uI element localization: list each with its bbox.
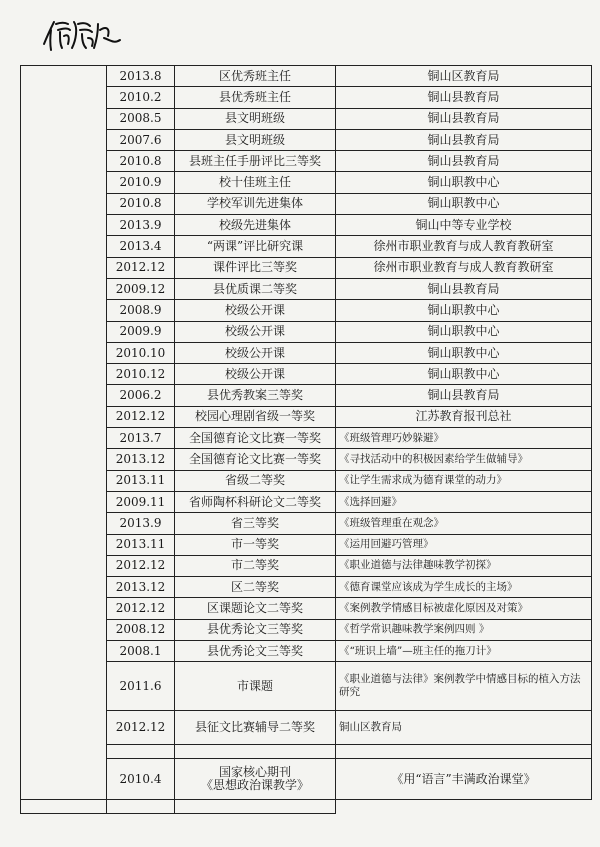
source-cell: 徐州市职业教育与成人教育教研室 [336,257,592,278]
award-cell: 校级公开课 [175,342,336,363]
award-line: 国家核心期刊 [218,765,291,780]
date-cell: 2010.2 [107,87,175,108]
date-cell: 2008.5 [107,108,175,129]
table-row [21,598,592,619]
table-row [21,108,592,129]
table-row [21,87,592,108]
date-cell: 2010.12 [107,364,175,385]
empty-cell [175,800,336,814]
source-cell: 《运用回避巧管理》 [336,534,592,555]
table-row [21,129,592,150]
award-cell: 区二等奖 [175,577,336,598]
source-cell: 铜山县教育局 [336,129,592,150]
table-row [21,278,592,299]
award-cell: 省级二等奖 [175,470,336,491]
date-cell: 2012.12 [107,711,175,745]
source-cell: 铜山县教育局 [336,87,592,108]
table-row [21,470,592,491]
source-cell: 《让学生需求成为德育课堂的动力》 [336,470,592,491]
award-cell: 学校军训先进集体 [175,193,336,214]
source-cell: 铜山职教中心 [336,193,592,214]
source-cell: 铜山职教中心 [336,321,592,342]
date-cell: 2013.9 [107,215,175,236]
award-cell: 校级公开课 [175,364,336,385]
award-cell [175,759,336,800]
date-cell: 2012.12 [107,406,175,427]
table-row [21,364,592,385]
empty-cell [107,800,175,814]
date-cell: 2012.12 [107,598,175,619]
date-cell: 2012.12 [107,555,175,576]
empty-cell [175,745,336,759]
award-cell: “两课”评比研究课 [175,236,336,257]
source-cell: 《用“语言”丰满政治课堂》 [336,759,592,800]
handwritten-signature [38,14,128,54]
table-row [21,300,592,321]
table-row [21,711,592,745]
table-row [21,555,592,576]
source-cell: 铜山职教中心 [336,342,592,363]
award-cell: 省三等奖 [175,513,336,534]
source-cell: 铜山县教育局 [336,278,592,299]
source-cell: 《职业道德与法律趣味教学初探》 [336,555,592,576]
date-cell: 2011.6 [107,662,175,711]
table-row [21,342,592,363]
table-row [21,193,592,214]
source-cell: 《寻找活动中的积极因素给学生做辅导》 [336,449,592,470]
award-cell: 区课题论文二等奖 [175,598,336,619]
source-cell: 《职业道德与法律》案例教学中情感目标的植入方法研究 [336,662,592,711]
date-cell: 2013.4 [107,236,175,257]
table-row [21,449,592,470]
source-cell: 铜山职教中心 [336,172,592,193]
award-cell: 县征文比赛辅导二等奖 [175,711,336,745]
empty-cell [107,745,175,759]
empty-row [21,800,592,814]
award-cell: 省师陶杯科研论文二等奖 [175,491,336,512]
table-row [21,66,592,87]
source-cell: 铜山区教育局 [336,66,592,87]
source-cell: 铜山中等专业学校 [336,215,592,236]
date-cell: 2010.8 [107,193,175,214]
table-row [21,577,592,598]
table-row [21,641,592,662]
side-column-cell [21,66,107,800]
empty-cell [21,800,107,814]
award-cell: 市二等奖 [175,555,336,576]
source-cell: 铜山职教中心 [336,300,592,321]
source-cell: 徐州市职业教育与成人教育教研室 [336,236,592,257]
date-cell: 2013.9 [107,513,175,534]
date-cell: 2013.12 [107,449,175,470]
source-cell: 江苏教育报刊总社 [336,406,592,427]
table-row [21,385,592,406]
award-cell: 县文明班级 [175,129,336,150]
table-row [21,759,592,800]
date-cell: 2007.6 [107,129,175,150]
source-cell: 《班级管理重在观念》 [336,513,592,534]
table-row [21,151,592,172]
date-cell: 2013.11 [107,470,175,491]
date-cell: 2012.12 [107,257,175,278]
table-row [21,236,592,257]
table-row [21,406,592,427]
award-cell: 市课题 [175,662,336,711]
table-row [21,172,592,193]
source-cell: 《德育课堂应该成为学生成长的主场》 [336,577,592,598]
date-cell: 2010.9 [107,172,175,193]
date-cell: 2013.7 [107,428,175,449]
source-cell: 铜山区教育局 [336,711,592,745]
award-cell: 县优秀论文三等奖 [175,641,336,662]
source-cell: 铜山县教育局 [336,151,592,172]
table-row [21,619,592,640]
empty-cell [336,745,592,759]
award-cell: 校级公开课 [175,321,336,342]
source-cell: 铜山县教育局 [336,385,592,406]
awards-table [20,65,592,814]
award-cell: 校级公开课 [175,300,336,321]
date-cell: 2013.8 [107,66,175,87]
date-cell: 2008.1 [107,641,175,662]
table-row [21,491,592,512]
award-cell: 县文明班级 [175,108,336,129]
award-cell: 全国德育论文比赛一等奖 [175,428,336,449]
award-cell: 课件评比三等奖 [175,257,336,278]
award-cell: 县班主任手册评比三等奖 [175,151,336,172]
table-row [21,662,592,711]
award-cell: 县优质课二等奖 [175,278,336,299]
award-cell: 县优秀班主任 [175,87,336,108]
date-cell: 2013.11 [107,534,175,555]
date-cell: 2009.9 [107,321,175,342]
source-cell: 《案例教学情感目标被虚化原因及对策》 [336,598,592,619]
award-cell: 市一等奖 [175,534,336,555]
table-row [21,534,592,555]
empty-row [21,745,592,759]
award-cell: 县优秀论文三等奖 [175,619,336,640]
award-cell: 校十佳班主任 [175,172,336,193]
date-cell: 2009.12 [107,278,175,299]
date-cell: 2010.8 [107,151,175,172]
award-cell: 县优秀教案三等奖 [175,385,336,406]
date-cell: 2006.2 [107,385,175,406]
source-cell: 《“班识上墙”—班主任的拖刀计》 [336,641,592,662]
date-cell: 2010.10 [107,342,175,363]
source-cell: 《选择回避》 [336,491,592,512]
award-cell: 全国德育论文比赛一等奖 [175,449,336,470]
table-row [21,257,592,278]
date-cell: 2008.12 [107,619,175,640]
award-cell: 校级先进集体 [175,215,336,236]
date-cell: 2009.11 [107,491,175,512]
award-line: 《思想政治课教学》 [200,778,309,793]
date-cell: 2010.4 [107,759,175,800]
source-cell: 《班级管理巧妙躲避》 [336,428,592,449]
award-cell: 区优秀班主任 [175,66,336,87]
source-cell: 铜山县教育局 [336,108,592,129]
award-cell: 校园心理剧省级一等奖 [175,406,336,427]
table-row [21,321,592,342]
table-row [21,215,592,236]
date-cell: 2013.12 [107,577,175,598]
source-cell: 《哲学常识趣味教学案例四则 》 [336,619,592,640]
table-row [21,513,592,534]
date-cell: 2008.9 [107,300,175,321]
source-cell: 铜山职教中心 [336,364,592,385]
table-row [21,428,592,449]
